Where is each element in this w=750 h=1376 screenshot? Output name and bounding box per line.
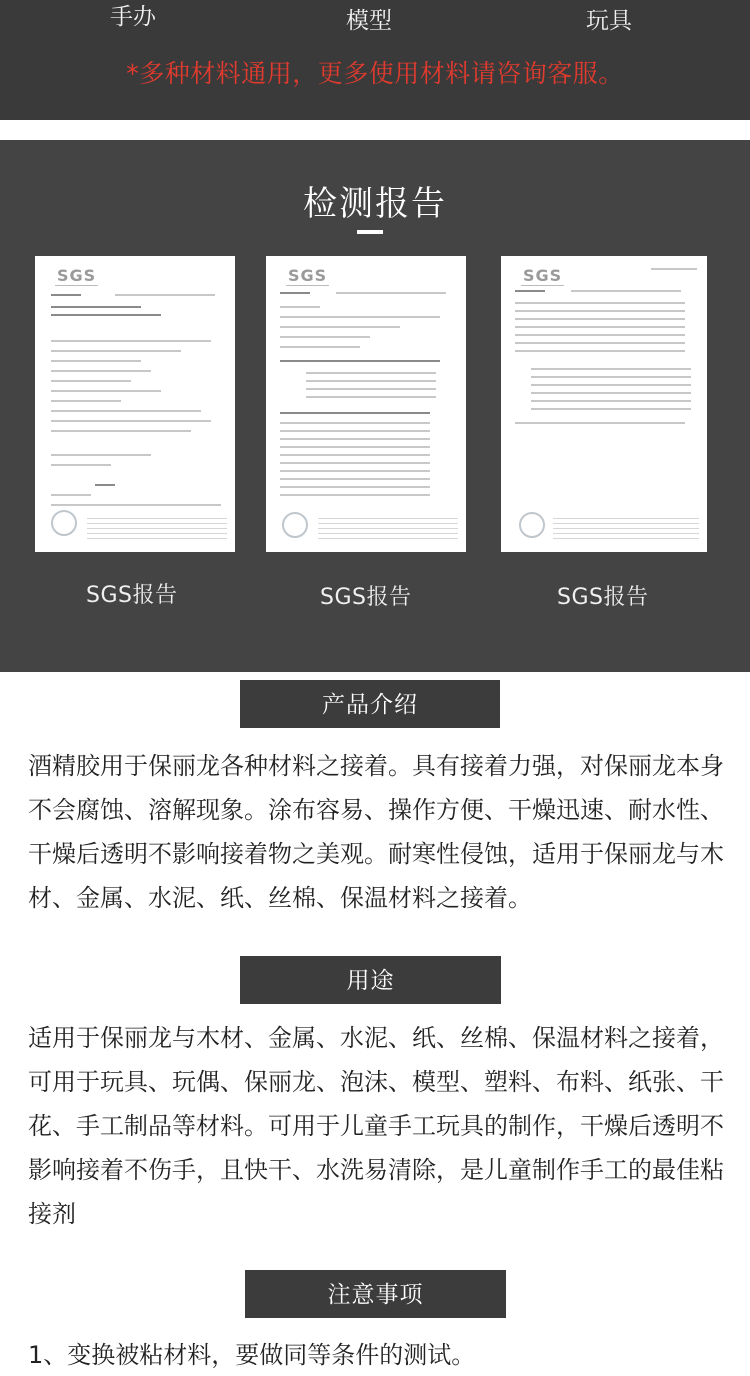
material-notice: *多种材料通用，更多使用材料请咨询客服。 — [126, 59, 624, 88]
section-title-usage: 用途 — [240, 956, 501, 1004]
category-model: 模型 — [346, 8, 392, 34]
sgs-logo: SGS — [57, 266, 97, 285]
sgs-report-image-3[interactable] — [501, 256, 707, 552]
category-toy: 玩具 — [586, 8, 632, 34]
report-label-1: SGS报告 — [86, 583, 178, 608]
category-figure: 手办 — [110, 4, 156, 30]
test-report-section — [0, 140, 750, 672]
sgs-logo: SGS — [288, 266, 328, 285]
sgs-report-image-2[interactable] — [266, 256, 466, 552]
intro-paragraph: 酒精胶用于保丽龙各种材料之接着。具有接着力强，对保丽龙本身不会腐蚀、溶解现象。涂布容易、操作方便、干燥迅速、耐水性、干燥后透明不影响接着物之美观。耐寒性侵蚀，适用于保丽龙与木材、金属、水泥、纸、丝棉、保温材料之接着。 — [28, 752, 724, 912]
report-section-title: 检测报告 — [303, 184, 447, 224]
category-banner — [0, 0, 750, 120]
title-underline — [357, 230, 383, 234]
notes-paragraph: 1、变换被粘材料，要做同等条件的测试。 — [28, 1341, 476, 1369]
report-label-2: SGS报告 — [320, 585, 412, 610]
section-title-intro: 产品介绍 — [240, 680, 500, 728]
usage-paragraph: 适用于保丽龙与木材、金属、水泥、纸、丝棉、保温材料之接着，可用于玩具、玩偶、保丽龙、泡沫、模型、塑料、布料、纸张、干花、手工制品等材料。可用于儿童手工玩具的制作，干燥后透明不影响接着不伤手，且快干、水洗易清除，是儿童制作手工的最佳粘接剂 — [28, 1024, 724, 1228]
sgs-report-image-1[interactable] — [35, 256, 235, 552]
report-label-3: SGS报告 — [557, 585, 649, 610]
section-title-notes: 注意事项 — [245, 1270, 506, 1318]
sgs-logo: SGS — [523, 266, 563, 285]
